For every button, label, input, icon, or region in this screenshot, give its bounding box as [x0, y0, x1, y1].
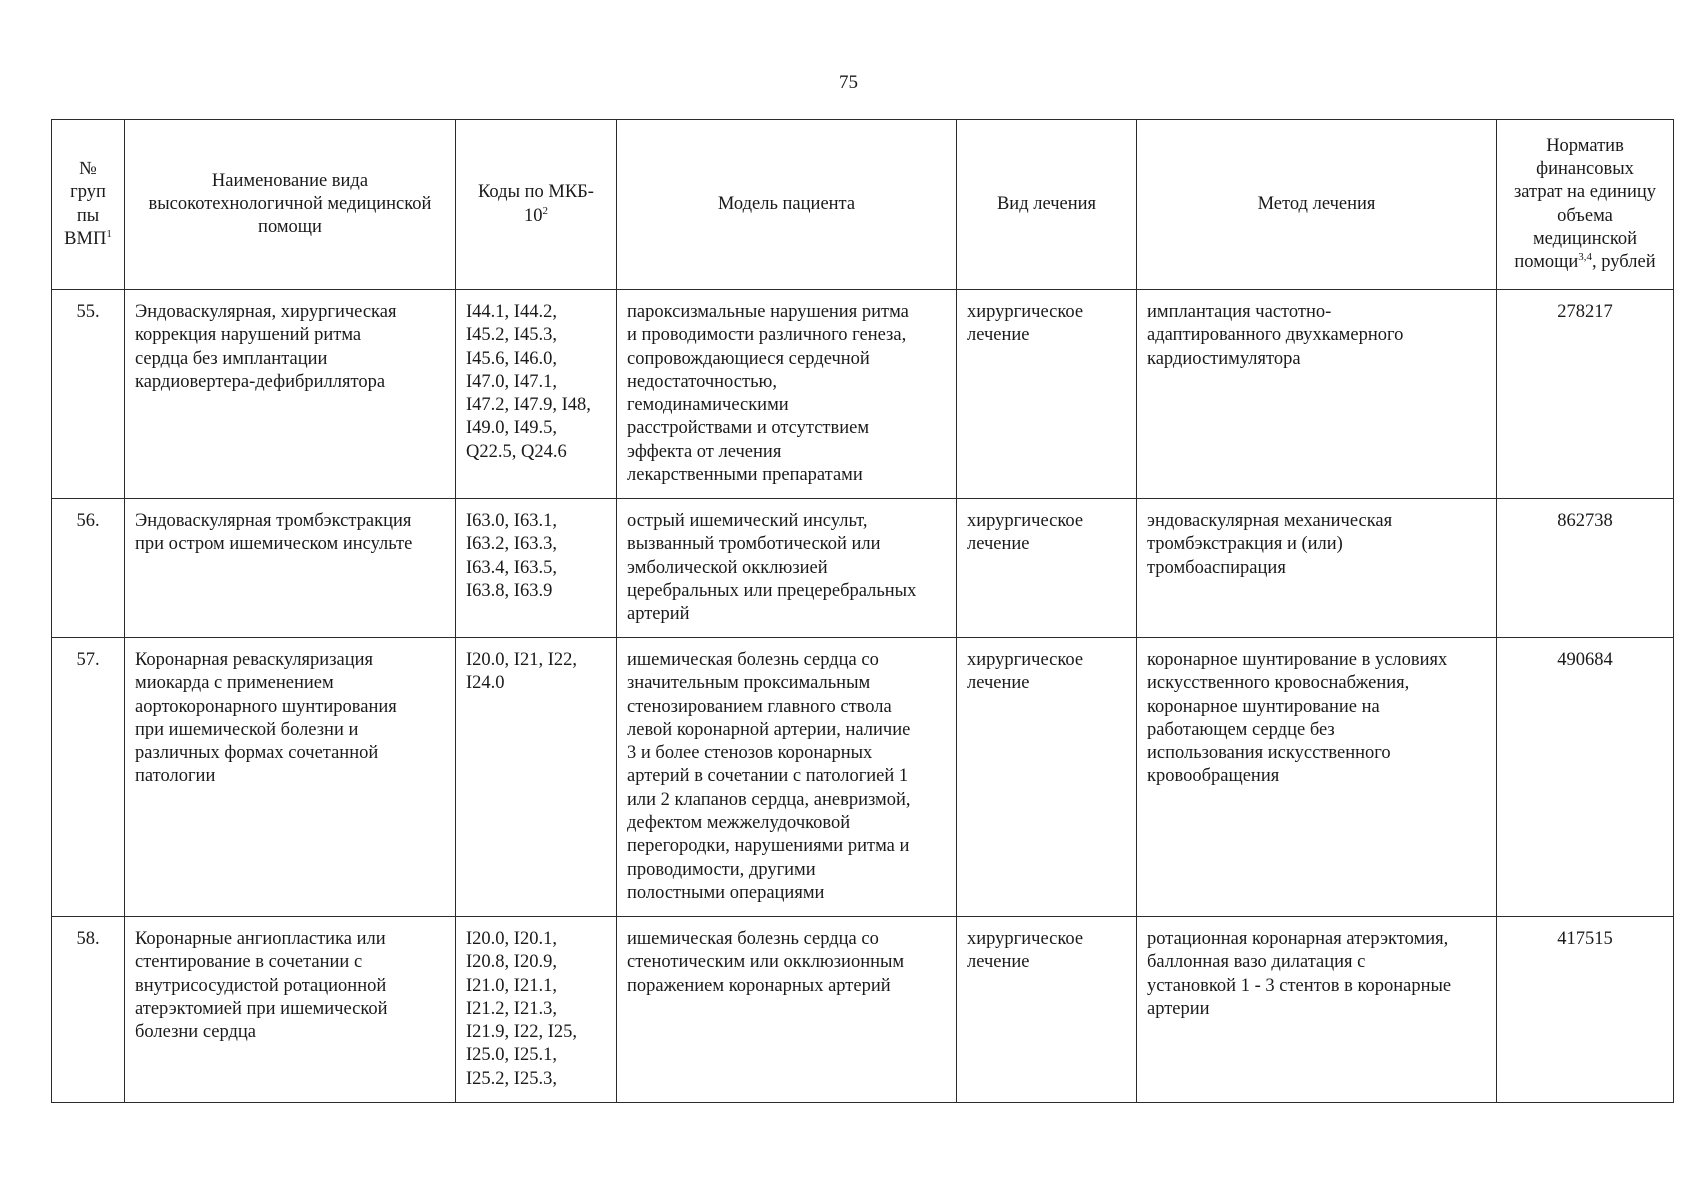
header-care-type-name: Наименование вида высокотехнологичной медицинской помощи — [125, 120, 456, 290]
row-treatment-type: хирургическое лечение — [957, 290, 1137, 499]
footnote-3-4-marker: 3,4 — [1578, 250, 1593, 263]
row-treatment-method: коронарное шунтирование в условиях искусственного кровоснабжения, коронарное шунтирование на работающем сердце без использования искусственного кровообращения — [1137, 638, 1497, 917]
row-patient-model: острый ишемический инсульт, вызванный тромботической или эмболической окклюзией церебральных или прецеребральных артерий — [617, 499, 957, 638]
footnote-1-marker: 1 — [106, 227, 112, 240]
table-row — [52, 290, 1674, 499]
row-treatment-method: имплантация частотно- адаптированного двухкамерного кардиостимулятора — [1137, 290, 1497, 499]
row-treatment-type: хирургическое лечение — [957, 638, 1137, 917]
row-patient-model: пароксизмальные нарушения ритма и проводимости различного генеза, сопровождающиеся сердечной недостаточностью, гемодинамическими расстройствами и отсутствием эффекта от лечения лекарственными препаратами — [617, 290, 957, 499]
row-treatment-method: ротационная коронарная атерэктомия, баллонная вазо дилатация с установкой 1 - 3 стентов в коронарные артерии — [1137, 917, 1497, 1103]
row-icd-codes: I20.0, I21, I22, I24.0 — [456, 638, 617, 917]
header-icd-codes: Коды по МКБ- $10^2$ — [456, 120, 617, 290]
table-row — [52, 499, 1674, 638]
row-patient-model: ишемическая болезнь сердца со стенотическим или окклюзионным поражением коронарных артерий — [617, 917, 957, 1103]
row-cost-norm: 490684 — [1497, 638, 1674, 917]
row-treatment-method: эндоваскулярная механическая тромбэкстракция и (или) тромбоаспирация — [1137, 499, 1497, 638]
footnote-2-marker: 2 — [542, 204, 548, 217]
header-patient-model: Модель пациента — [617, 120, 957, 290]
row-icd-codes: I44.1, I44.2, I45.2, I45.3, I45.6, I46.0, I47.0, I47.1, I47.2, I47.9, I48, I49.0, I49.5, Q22.5, Q24.6 — [456, 290, 617, 499]
row-care-type-name: Эндоваскулярная тромбэкстракция при остром ишемическом инсульте — [125, 499, 456, 638]
row-patient-model: ишемическая болезнь сердца со значительным проксимальным стенозированием главного ствола левой коронарной артерии, наличие 3 и более стенозов коронарных артерий в сочетании с патологией 1 или 2 клапанов сердца, аневризмой, дефектом межжелудочковой перегородки, нарушениями ритма и проводимости, другими полостными операциями — [617, 638, 957, 917]
row-care-type-name: Коронарная реваскуляризация миокарда с применением аортокоронарного шунтирования при ишемической болезни и различных формах сочетанной патологии — [125, 638, 456, 917]
row-cost-norm: 278217 — [1497, 290, 1674, 499]
header-treatment-method: Метод лечения — [1137, 120, 1497, 290]
table-row — [52, 917, 1674, 1103]
row-care-type-name: Коронарные ангиопластика или стентирование в сочетании с внутрисосудистой ротационной атерэктомией при ишемической болезни сердца — [125, 917, 456, 1103]
page-number: 75 — [839, 72, 858, 93]
header-cost-norm: Норматив финансовых затрат на единицу объема медицинской помощи$^{3,4}$, рублей — [1497, 120, 1674, 290]
row-cost-norm: 417515 — [1497, 917, 1674, 1103]
row-treatment-type: хирургическое лечение — [957, 917, 1137, 1103]
row-number: 55. — [52, 290, 125, 499]
row-number: 58. — [52, 917, 125, 1103]
row-number: 57. — [52, 638, 125, 917]
header-treatment-type: Вид лечения — [957, 120, 1137, 290]
vmp-table — [51, 119, 1674, 1103]
row-treatment-type: хирургическое лечение — [957, 499, 1137, 638]
header-group-number: № груп пы ВМП$^1$ — [52, 120, 125, 290]
row-icd-codes: I63.0, I63.1, I63.2, I63.3, I63.4, I63.5, I63.8, I63.9 — [456, 499, 617, 638]
row-icd-codes: I20.0, I20.1, I20.8, I20.9, I21.0, I21.1, I21.2, I21.3, I21.9, I22, I25, I25.0, I25.1, I25.2, I25.3, — [456, 917, 617, 1103]
row-care-type-name: Эндоваскулярная, хирургическая коррекция нарушений ритма сердца без имплантации кардиовертера-дефибриллятора — [125, 290, 456, 499]
table-header-row — [52, 120, 1674, 290]
row-number: 56. — [52, 499, 125, 638]
row-cost-norm: 862738 — [1497, 499, 1674, 638]
table-row — [52, 638, 1674, 917]
